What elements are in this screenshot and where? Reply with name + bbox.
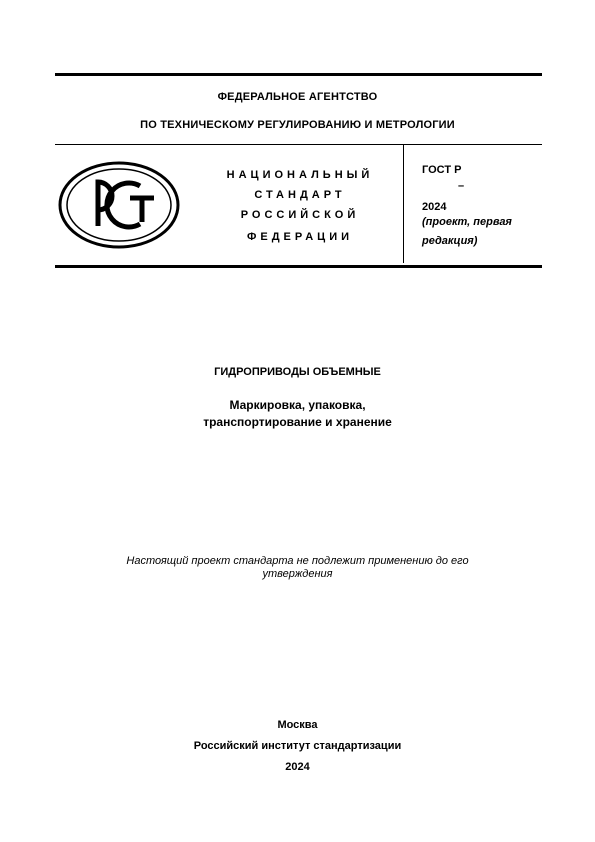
standard-type-line3: РОССИЙСКОЙ (240, 209, 360, 221)
document-subtitle-line2: транспортирование и хранение (203, 415, 392, 429)
header-divider (55, 144, 542, 145)
draft-status-line1: (проект, первая (422, 216, 512, 228)
draft-notice-line1: Настоящий проект стандарта не подлежит применению до его (126, 555, 469, 567)
header-bottom-rule (55, 265, 542, 268)
draft-notice-line2: утверждения (262, 568, 333, 580)
publisher-name: Российский институт стандартизации (193, 740, 402, 752)
vertical-divider (403, 145, 404, 263)
agency-name-line1: ФЕДЕРАЛЬНОЕ АГЕНТСТВО (217, 91, 378, 103)
document-subtitle-line1: Маркировка, упаковка, (229, 398, 366, 412)
draft-status-line2: редакция) (422, 235, 478, 247)
document-title: ГИДРОПРИВОДЫ ОБЪЕМНЫЕ (214, 366, 381, 378)
rst-logo-icon (58, 160, 180, 250)
designation-year: 2024 (422, 201, 447, 213)
publication-year: 2024 (285, 761, 310, 773)
standard-type-line4: ФЕДЕРАЦИИ (246, 231, 354, 243)
standard-type-line2: СТАНДАРТ (254, 189, 346, 201)
top-rule (55, 73, 542, 76)
designation-dash: – (458, 180, 465, 192)
publication-city: Москва (277, 719, 318, 731)
standard-type-line1: НАЦИОНАЛЬНЫЙ (226, 169, 374, 181)
standard-designation: ГОСТ Р (422, 164, 462, 176)
agency-name-line2: ПО ТЕХНИЧЕСКОМУ РЕГУЛИРОВАНИЮ И МЕТРОЛОГИИ (140, 119, 455, 131)
